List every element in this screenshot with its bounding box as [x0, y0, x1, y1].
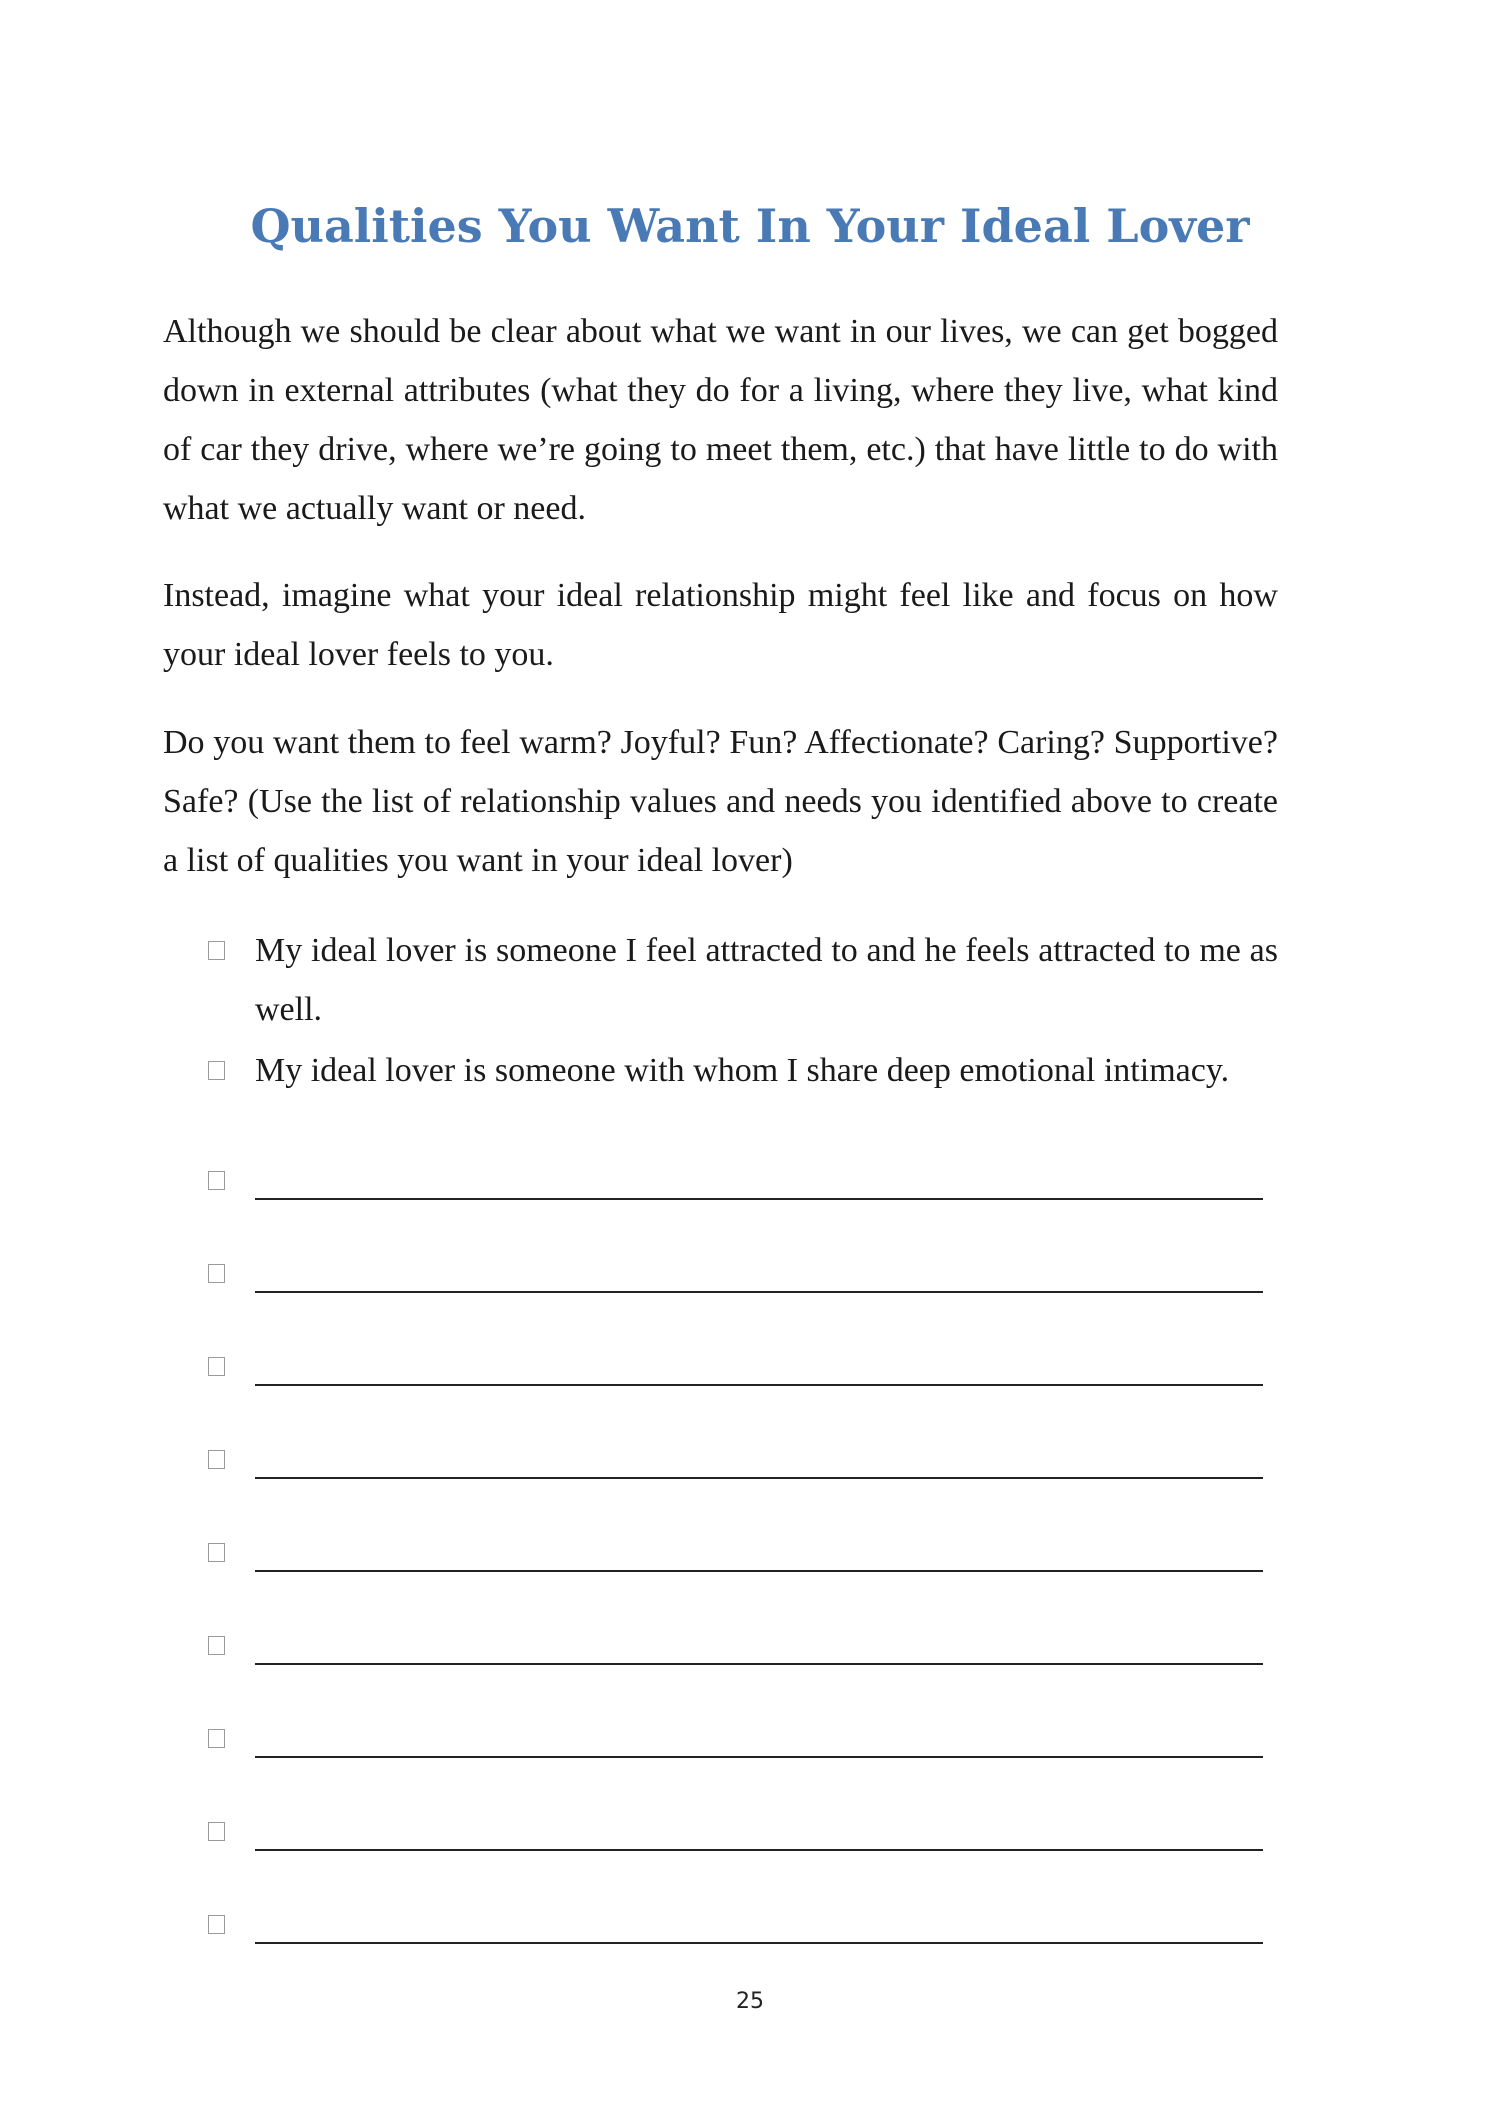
blank-entry — [208, 1723, 1263, 1763]
blank-entry-line[interactable] — [255, 1942, 1263, 1944]
page-title: Qualities You Want In Your Ideal Lover — [250, 199, 1250, 253]
blank-entry-line[interactable] — [255, 1849, 1263, 1851]
page-number: 25 — [736, 1989, 764, 2014]
checkbox[interactable] — [208, 941, 225, 960]
blank-entry — [208, 1165, 1263, 1205]
blank-entry — [208, 1816, 1263, 1856]
blank-entry-line[interactable] — [255, 1570, 1263, 1572]
blank-entry — [208, 1258, 1263, 1298]
blank-entry-line[interactable] — [255, 1198, 1263, 1200]
checkbox[interactable] — [208, 1171, 225, 1190]
paragraph-questions: Do you want them to feel warm? Joyful? Fun? Affectionate? Caring? Supportive? Safe? (Use the list of relationship values and needs you identified above to create a list of qualities you want in your ideal lover) — [163, 724, 1278, 879]
blank-entry — [208, 1909, 1263, 1949]
checkbox[interactable] — [208, 1543, 225, 1562]
checkbox[interactable] — [208, 1264, 225, 1283]
checkbox[interactable] — [208, 1357, 225, 1376]
checklist-item-text: My ideal lover is someone I feel attracted to and he feels attracted to me as well. — [255, 932, 1278, 1028]
checkbox[interactable] — [208, 1729, 225, 1748]
blank-entry — [208, 1444, 1263, 1484]
blank-entry-line[interactable] — [255, 1384, 1263, 1386]
blank-entry-line[interactable] — [255, 1477, 1263, 1479]
checkbox[interactable] — [208, 1915, 225, 1934]
checkbox[interactable] — [208, 1822, 225, 1841]
checkbox[interactable] — [208, 1061, 225, 1080]
checkbox[interactable] — [208, 1636, 225, 1655]
blank-entry — [208, 1351, 1263, 1391]
blank-entry-line[interactable] — [255, 1756, 1263, 1758]
blank-entry-line[interactable] — [255, 1663, 1263, 1665]
blank-entry — [208, 1537, 1263, 1577]
checklist-item-text: My ideal lover is someone with whom I share deep emotional intimacy. — [255, 1052, 1230, 1089]
paragraph-instead: Instead, imagine what your ideal relationship might feel like and focus on how your ideal lover feels to you. — [163, 577, 1278, 673]
blank-entry-line[interactable] — [255, 1291, 1263, 1293]
blank-entry — [208, 1630, 1263, 1670]
checkbox[interactable] — [208, 1450, 225, 1469]
paragraph-intro: Although we should be clear about what we want in our lives, we can get bogged down in external attributes (what they do for a living, where they live, what kind of car they drive, where we’re going to meet them, etc.) that have little to do with what we actually want or need. — [163, 313, 1278, 527]
